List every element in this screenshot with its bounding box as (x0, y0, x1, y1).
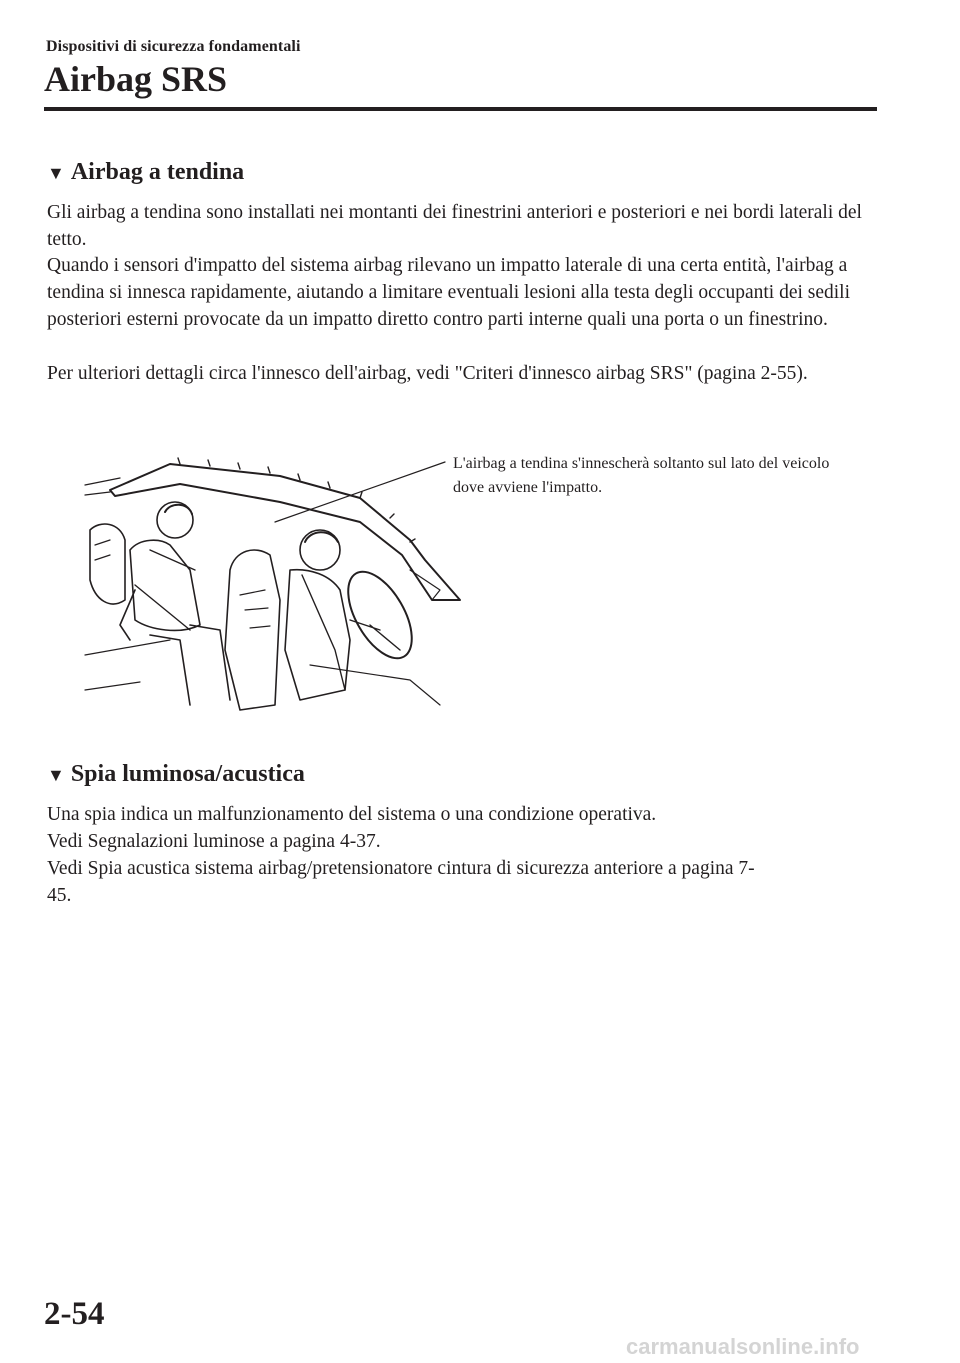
section-heading-airbag-tendina (47, 158, 244, 187)
section-heading-spia (47, 760, 305, 789)
watermark: carmanualsonline.info (626, 1334, 860, 1359)
curtain-airbag-illustration (80, 450, 480, 730)
title-divider (44, 107, 877, 111)
breadcrumb: Dispositivi di sicurezza fondamentali (46, 38, 301, 55)
paragraph: Una spia indica un malfunzionamento del sistema o una condizione operativa. (47, 804, 657, 825)
section-heading-text: Airbag a tendina (70, 159, 245, 185)
page-number: 2-54 (44, 1296, 105, 1332)
paragraph: Gli airbag a tendina sono installati nei montanti dei finestrini anteriori e posteriori e nei bordi laterali del tetto. (47, 202, 862, 250)
figure-callout: L'airbag a tendina s'innescherà soltanto sul lato del veicolo dove avviene l'impatto. (453, 455, 830, 496)
triangle-down-icon: ▼ (47, 764, 65, 785)
paragraph: Vedi Spia acustica sistema airbag/pretensionatore cintura di sicurezza anteriore a pagina 7-45. (47, 858, 755, 906)
paragraph: Vedi Segnalazioni luminose a pagina 4-37. (47, 831, 381, 852)
paragraph: Per ulteriori dettagli circa l'innesco dell'airbag, vedi "Criteri d'innesco airbag SRS" (pagina 2-55). (47, 363, 808, 384)
paragraph: Quando i sensori d'impatto del sistema airbag rilevano un impatto laterale di una certa entità, l'airbag a tendina si innesca rapidamente, aiutando a limitare eventuali lesioni alla testa degli occupanti dei sedili posteriori esterni provocate da un impatto diretto contro parti interne quali una porta o un finestrino. (47, 255, 851, 330)
triangle-down-icon: ▼ (47, 162, 65, 183)
page-title: Airbag SRS (44, 59, 228, 99)
section-heading-text: Spia luminosa/acustica (70, 761, 305, 787)
